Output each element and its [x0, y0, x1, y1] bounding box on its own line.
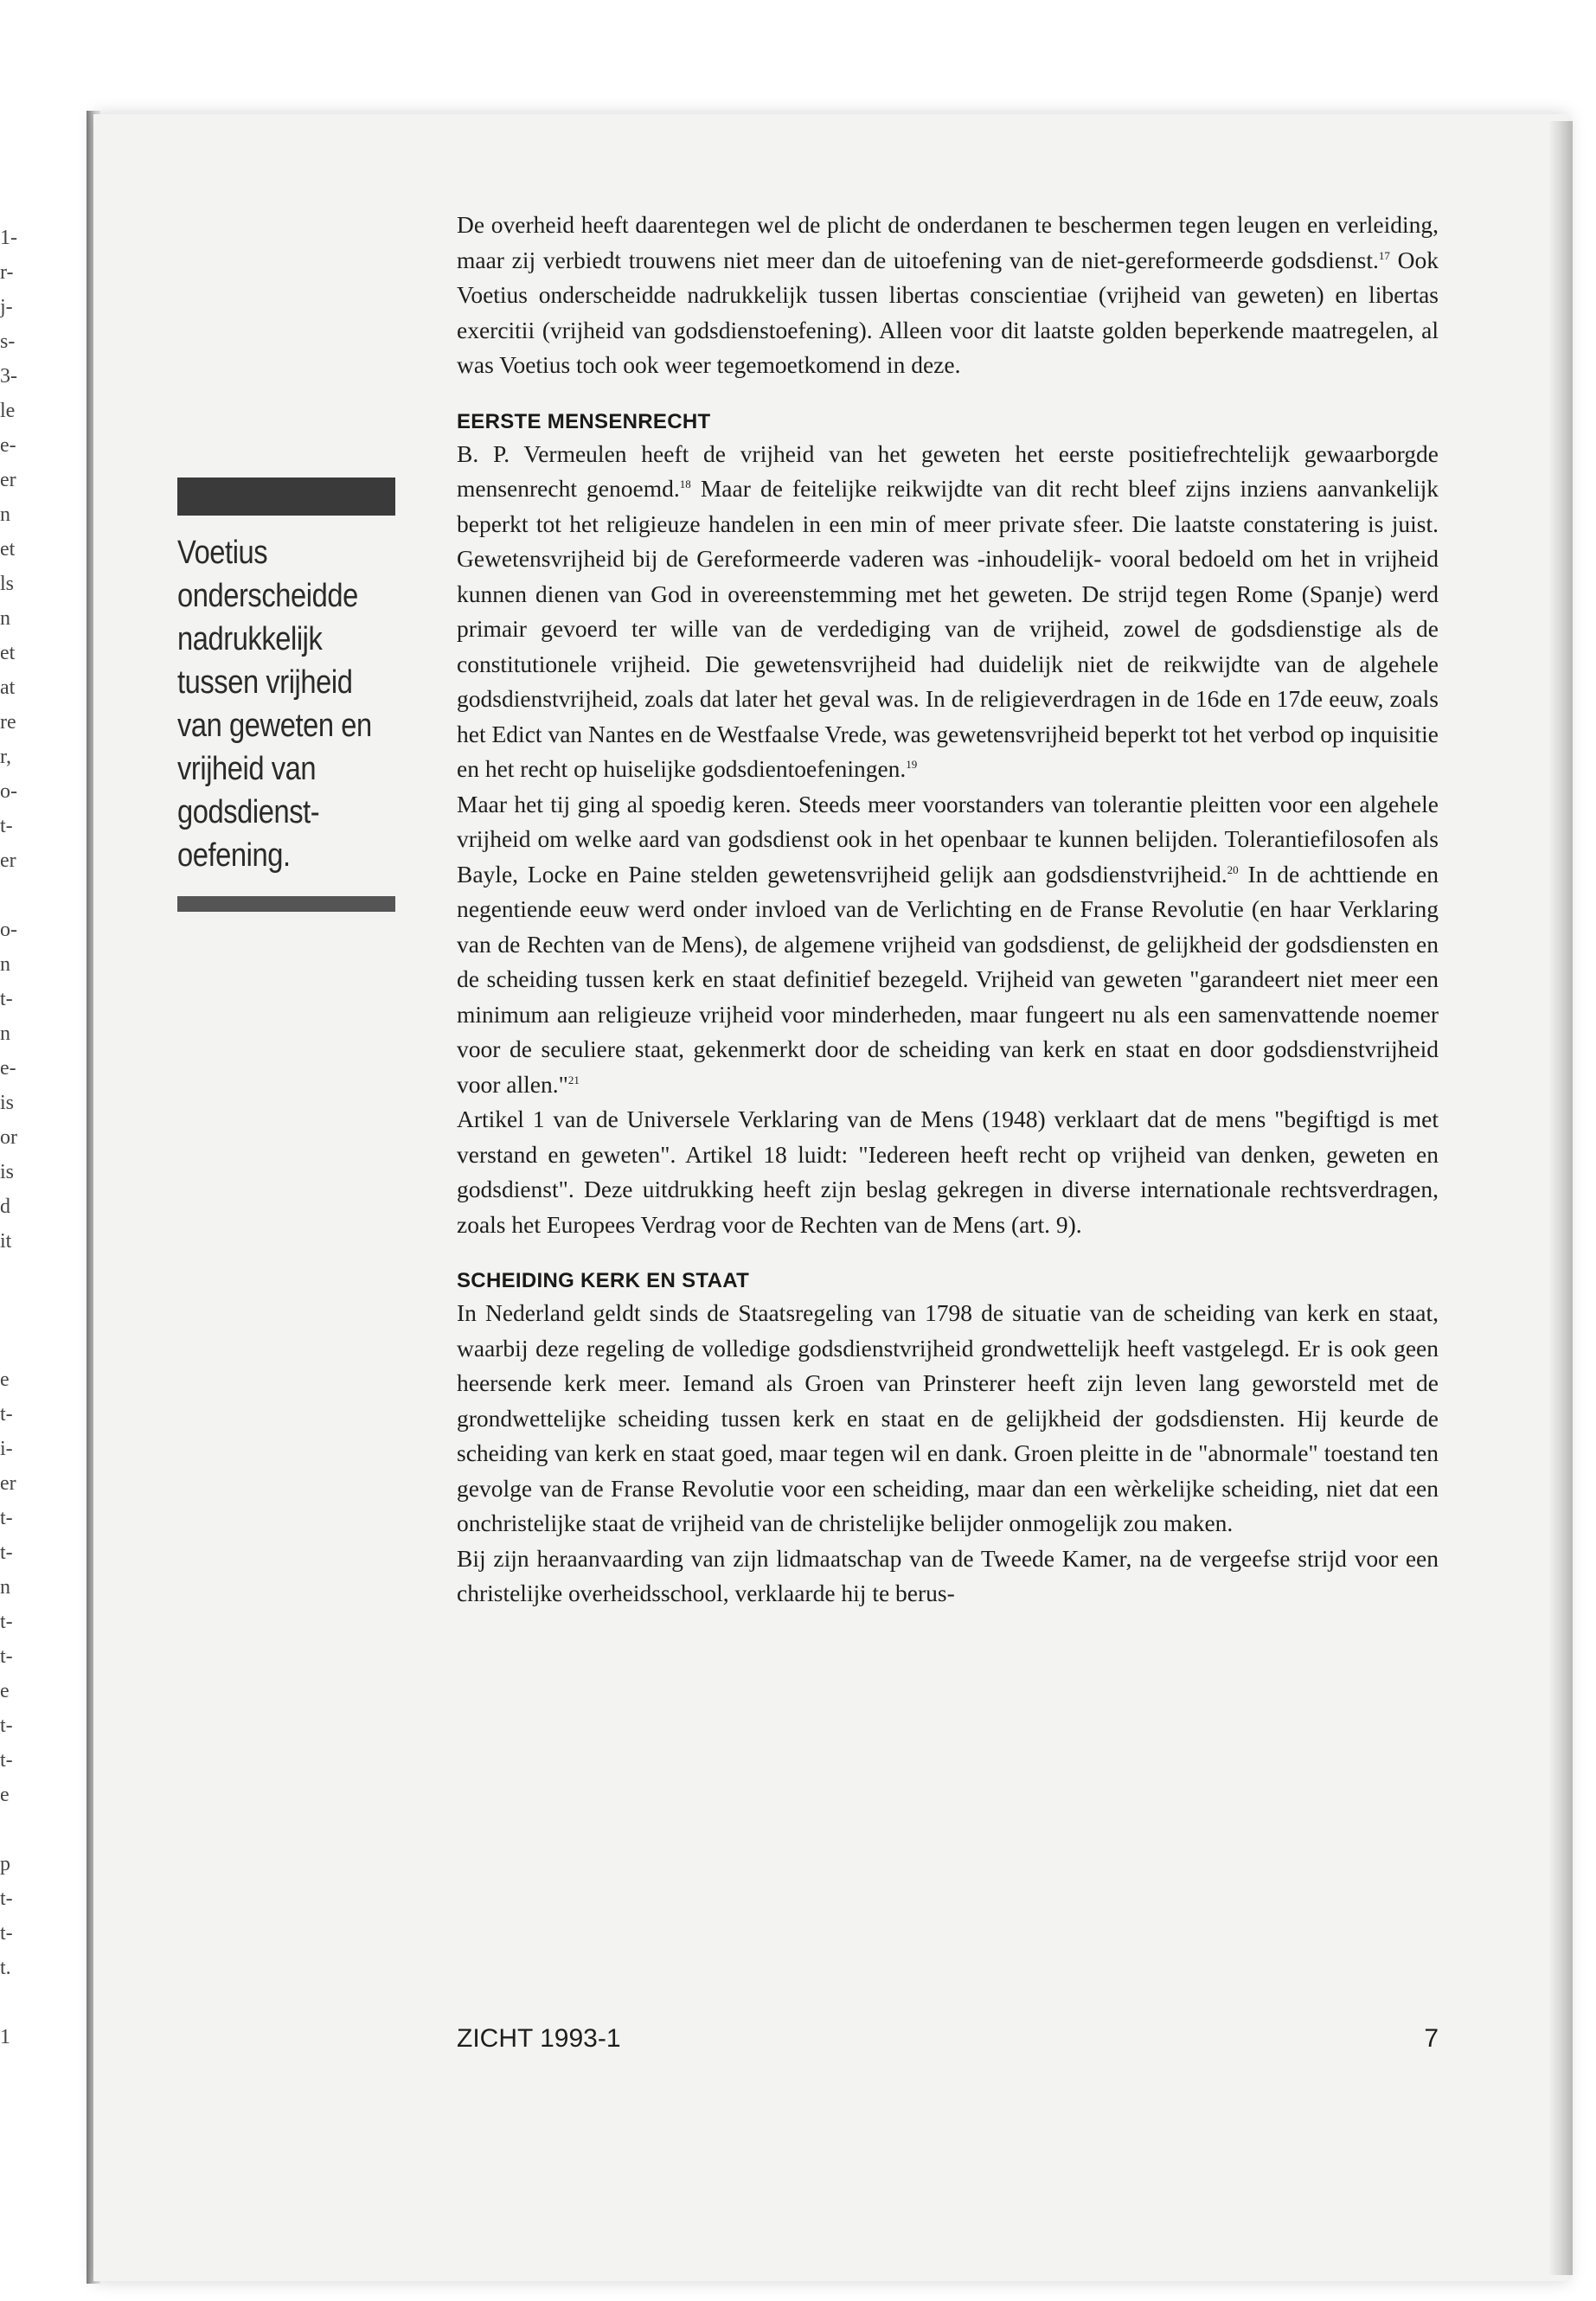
- facing-page-fragment: n: [0, 1022, 10, 1045]
- facing-page-fragment: p: [0, 1853, 10, 1875]
- facing-page-fragment: t-: [0, 1403, 13, 1426]
- facing-page-fragment: er: [0, 849, 16, 872]
- facing-page-fragment: t-: [0, 1749, 13, 1772]
- page-edge: [1548, 121, 1573, 2275]
- facing-page-fragment: et: [0, 642, 16, 664]
- pull-quote-text: Voetius onderscheidde nadrukkelijk tussen vrijheid van geweten en vrijheid van godsdienst-oefening.: [177, 535, 372, 874]
- facing-page-fragment: t.: [0, 1957, 11, 1979]
- facing-page-fragment: e-: [0, 434, 16, 457]
- facing-page-fragment: e: [0, 1680, 10, 1702]
- footnote-ref: 21: [567, 1073, 580, 1086]
- facing-page-fragment: o-: [0, 919, 17, 941]
- facing-page-fragment: t-: [0, 1541, 13, 1564]
- facing-page-fragment: t-: [0, 815, 13, 837]
- pull-quote: [177, 478, 395, 912]
- facing-page-fragment: t-: [0, 1922, 13, 1945]
- facing-page-fragment: le: [0, 400, 16, 422]
- paragraph: Artikel 1 van de Universele Verklaring van de Mens (1948) verklaart dat de mens "begiftigd is met verstand en geweten". Artikel 18 luidt: "Iedereen heeft recht op vrijheid van denken, geweten en godsdienst". Deze uitdrukking heeft zijn beslag gekregen in diverse internationale rechtsverdragen, zoals het Europees Verdrag voor de Rechten van de Mens (art. 9).: [457, 1106, 1439, 1238]
- paragraph: Bij zijn heraanvaarding van zijn lidmaatschap van de Tweede Kamer, na de vergeefse strijd voor een christelijke overheidsschool, verklaarde hij te berus-: [457, 1544, 1439, 1606]
- facing-page-fragment: n: [0, 503, 10, 526]
- pull-quote-top-bar: [177, 478, 395, 516]
- facing-page-fragment: is: [0, 1161, 15, 1183]
- facing-page-fragment: r-: [0, 261, 14, 284]
- facing-page-fragment: t-: [0, 1645, 13, 1668]
- footnote-ref: 20: [1227, 862, 1239, 876]
- facing-page-fragment: t-: [0, 1611, 13, 1633]
- journal-issue: ZICHT 1993-1: [457, 2024, 621, 2053]
- paragraph: [457, 437, 1439, 787]
- facing-page-fragment: re: [0, 711, 16, 734]
- paragraph-text: Maar de feitelijke reikwijdte van dit recht bleef zijns inziens aanvankelijk beperkt tot het religieuze handelen in een min of meer private sfeer. Die laatste constatering is juist. Gewetensvrijheid bij de Gereformeerde vaderen was -inhoudelijk- vooral bedoeld om het in vrijheid kunnen dienen van God in overeenstemming met het geweten. De strijd tegen Rome (Spanje) werd primair gevoerd ter wille van de verdediging van de vrijheid, zowel de godsdienstige als de constitutionele vrijheid. Die gewetensvrijheid had duidelijk niet de reikwijdte van de algehele godsdienstvrijheid, zoals dat later het geval was. In de religieverdragen in de 16de en 17de eeuw, zoals het Edict van Nantes en de Westfaalse Vrede, was gewetensvrijheid beperkt tot het verbod op inquisitie en het recht op huiselijke godsdientoefeningen.: [457, 475, 1439, 782]
- facing-page-fragment: e: [0, 1784, 10, 1806]
- paragraph-text: Ook Voetius onderscheidde nadrukkelijk tussen libertas conscientiae (vrijheid van geweten) en libertas exercitii (vrijheid van godsdienstoefening). Alleen voor dit laatste golden beperkende maatregelen, al was Voetius toch ook weer tegemoetkomend in deze.: [457, 246, 1439, 378]
- facing-page-fragment: [0, 1812, 35, 1847]
- facing-page-fragment: t-: [0, 1888, 13, 1910]
- facing-page-fragment: er: [0, 1472, 16, 1495]
- facing-page-fragment: er: [0, 469, 16, 491]
- facing-page-fragment: is: [0, 1092, 15, 1114]
- page-number: 7: [1424, 2024, 1439, 2053]
- facing-page-fragment: 1: [0, 2026, 10, 2048]
- paragraph: [457, 787, 1439, 1103]
- facing-page-fragment: [0, 1259, 35, 1293]
- facing-page-fragment: et: [0, 538, 16, 561]
- section-heading: EERSTE MENSENRECHT: [457, 409, 711, 433]
- facing-page-fragment: ls: [0, 573, 15, 595]
- facing-page-fragment: 1-: [0, 227, 17, 249]
- facing-page-fragment: t-: [0, 988, 13, 1010]
- facing-page-fragment: n: [0, 1576, 10, 1599]
- facing-page-fragment: [0, 1293, 35, 1328]
- facing-page-fragment: or: [0, 1126, 17, 1149]
- facing-page-fragment: j-: [0, 296, 13, 318]
- facing-page-fragment: o-: [0, 780, 17, 803]
- footnote-ref: 19: [906, 757, 918, 771]
- facing-page-fragment: [0, 1328, 35, 1362]
- facing-page-fragment: e-: [0, 1057, 16, 1080]
- facing-page-fragment: t-: [0, 1715, 13, 1737]
- facing-page-fragment: e: [0, 1368, 10, 1391]
- facing-page-fragment: n: [0, 607, 10, 630]
- section-heading: SCHEIDING KERK EN STAAT: [457, 1269, 750, 1292]
- facing-page-fragment: r,: [0, 746, 12, 768]
- article-body: [457, 208, 1439, 1612]
- paragraph-text: De overheid heeft daarentegen wel de plicht de onderdanen te beschermen tegen leugen en verleiding, maar zij verbiedt trouwens niet meer dan de uitoefening van de niet-gereformeerde godsdienst.: [457, 211, 1439, 273]
- paragraph-text: Maar het tij ging al spoedig keren. Steeds meer voorstanders van tolerantie pleitten voor een algehele vrijheid om welke aard van godsdienst ook in het openbaar te kunnen belijden. Tolerantiefilosofen als Bayle, Locke en Paine stelden gewetensvrijheid gelijk aan godsdienstvrijheid.: [457, 790, 1439, 888]
- facing-page-fragment: t-: [0, 1507, 13, 1529]
- paragraph: In Nederland geldt sinds de Staatsregeling van 1798 de situatie van de scheiding van kerk en staat, waarbij deze regeling de volledige godsdienstvrijheid grondwettelijk heeft vastgelegd. Er is ook geen heersende kerk meer. Iemand als Groen van Prinsterer heeft zijn leven lang geworsteld met de grondwettelijke scheiding tussen kerk en staat en de gelijkheid der godsdiensten. Hij keurde de scheiding van kerk en staat goed, maar tegen wil en dank. Groen pleitte in de "abnormale" toestand ten gevolge van de Franse Revolutie voor een scheiding, maar dan een wèrkelijke scheiding, niet dat een onchristelijke staat de vrijheid van de christelijke belijder onmogelijk zou maken.: [457, 1299, 1439, 1536]
- facing-page-fragment: s-: [0, 330, 16, 353]
- paragraph-text: B. P. Vermeulen heeft de vrijheid van het geweten het eerste positiefrechtelijk gewaarborgde mensenrecht genoemd.: [457, 439, 1439, 502]
- paragraph-text: In de achttiende en negentiende eeuw werd onder invloed van de Verlichting en de Franse Revolutie (en haar Verklaring van de Rechten van de Mens), de algemene vrijheid van godsdienst, de gelijkheid der godsdiensten en de scheiding tussen kerk en staat definitief bezegeld. Vrijheid van geweten "garandeert niet meer een minimum aan religieuze vrijheid voor minderheden, maar fungeert nu als een samenvattende noemer voor de seculiere staat, gekenmerkt door de scheiding van kerk en staat en door godsdienstvrijheid voor allen.": [457, 860, 1439, 1098]
- facing-page-fragment: at: [0, 676, 16, 699]
- facing-page-fragment: d: [0, 1195, 10, 1218]
- pull-quote-bottom-bar: [177, 896, 395, 912]
- footnote-ref: 17: [1378, 248, 1390, 262]
- facing-page-fragment: [0, 878, 35, 913]
- footnote-ref: 18: [679, 477, 691, 490]
- facing-page-fragment: it: [0, 1230, 12, 1253]
- facing-page-fragment: 3-: [0, 365, 17, 388]
- facing-page-fragment: [0, 1985, 35, 2020]
- paragraph: [457, 208, 1439, 383]
- facing-page-fragment: n: [0, 953, 10, 976]
- facing-page-fragment: i-: [0, 1438, 13, 1460]
- facing-page-fragments: [0, 221, 35, 2054]
